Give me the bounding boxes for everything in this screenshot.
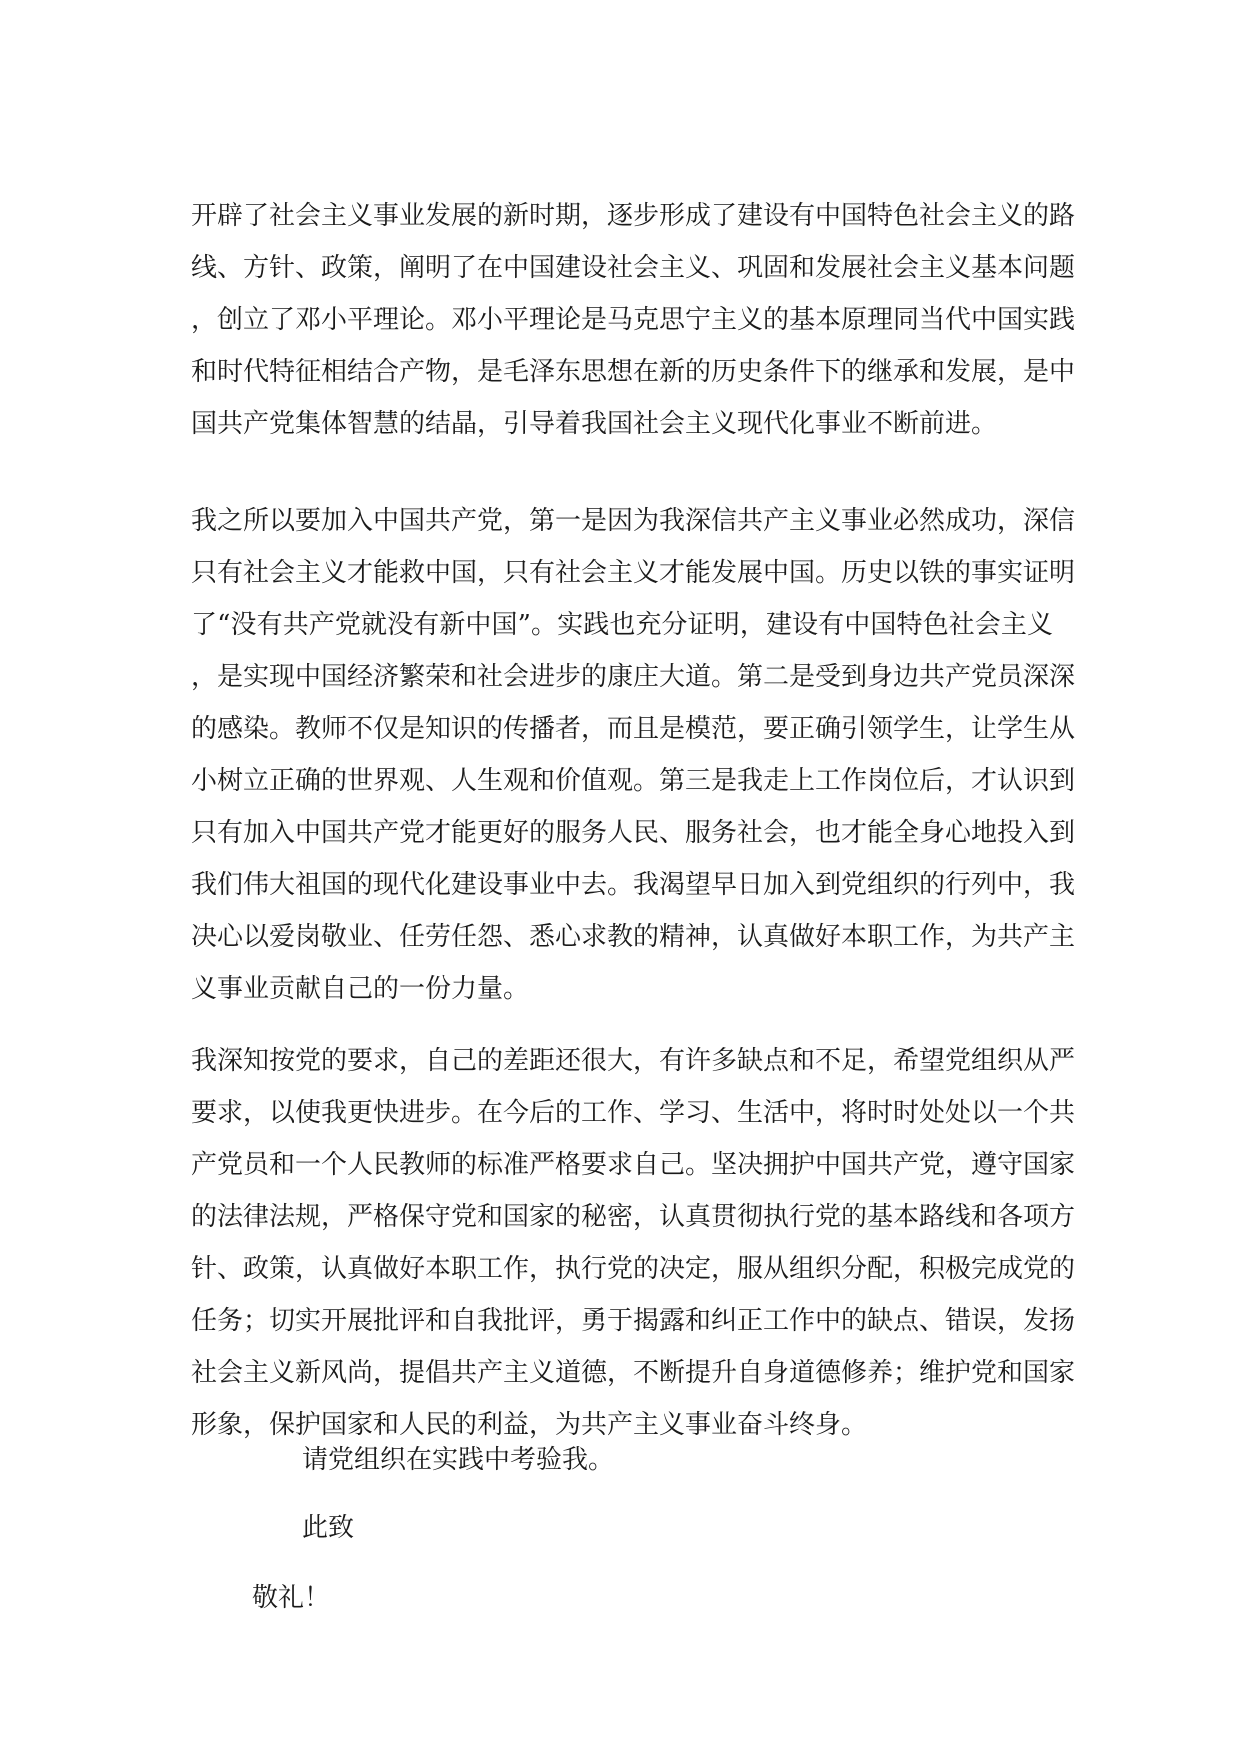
text-line: 我之所以要加入中国共产党，第一是因为我深信共产主义事业必然成功，深信 [191,506,1076,536]
text-line: 开辟了社会主义事业发展的新时期，逐步形成了建设有中国特色社会主义的路 [191,201,1076,231]
text-line: 产党员和一个人民教师的标准严格要求自己。坚决拥护中国共产党，遵守国家 [191,1150,1076,1180]
closing-request: 请党组织在实践中考验我。 [302,1445,615,1475]
text-line: 要求，以使我更快进步。在今后的工作、学习、生活中，将时时处处以一个共 [191,1098,1076,1128]
text-line: 我深知按党的要求，自己的差距还很大，有许多缺点和不足，希望党组织从严 [191,1046,1076,1076]
text-line: ，创立了邓小平理论。邓小平理论是马克思宁主义的基本原理同当代中国实践 [191,305,1076,335]
text-line: 任务；切实开展批评和自我批评，勇于揭露和纠正工作中的缺点、错误，发扬 [191,1306,1076,1336]
text-line: 了“没有共产党就没有新中国”。实践也充分证明，建设有中国特色社会主义 [191,610,1053,640]
closing-regards: 敬礼！ [252,1583,331,1613]
text-line: 我们伟大祖国的现代化建设事业中去。我渴望早日加入到党组织的行列中，我 [191,870,1076,900]
text-line: 国共产党集体智慧的结晶，引导着我国社会主义现代化事业不断前进。 [191,409,998,439]
text-line: 义事业贡献自己的一份力量。 [191,974,530,1004]
text-line: 社会主义新风尚，提倡共产主义道德，不断提升自身道德修养；维护党和国家 [191,1358,1076,1388]
paragraph-reasons-for-joining [191,495,1076,1015]
text-line: 线、方针、政策，阐明了在中国建设社会主义、巩固和发展社会主义基本问题 [191,253,1076,283]
text-line: 形象，保护国家和人民的利益，为共产主义事业奋斗终身。 [191,1410,868,1440]
text-line: 只有社会主义才能救中国，只有社会主义才能发展中国。历史以铁的事实证明 [191,558,1076,588]
text-line: 和时代特征相结合产物，是毛泽东思想在新的历史条件下的继承和发展，是中 [191,357,1076,387]
text-line: 决心以爱岗敬业、任劳任怨、悉心求教的精神，认真做好本职工作，为共产主 [191,922,1076,952]
paragraph-self-commitment [191,1035,1076,1451]
text-line: 小树立正确的世界观、人生观和价值观。第三是我走上工作岗位后，才认识到 [191,766,1076,796]
text-line: 针、政策，认真做好本职工作，执行党的决定，服从组织分配，积极完成党的 [191,1254,1076,1284]
text-line: 的感染。教师不仅是知识的传播者，而且是模范，要正确引领学生，让学生从 [191,714,1076,744]
closing-sincerely: 此致 [302,1513,355,1543]
text-line: 的法律法规，严格保守党和国家的秘密，认真贯彻执行党的基本路线和各项方 [191,1202,1076,1232]
text-line: 只有加入中国共产党才能更好的服务人民、服务社会，也才能全身心地投入到 [191,818,1076,848]
paragraph-deng-theory [191,190,1076,450]
text-line: ，是实现中国经济繁荣和社会进步的康庄大道。第二是受到身边共产党员深深 [191,662,1076,692]
